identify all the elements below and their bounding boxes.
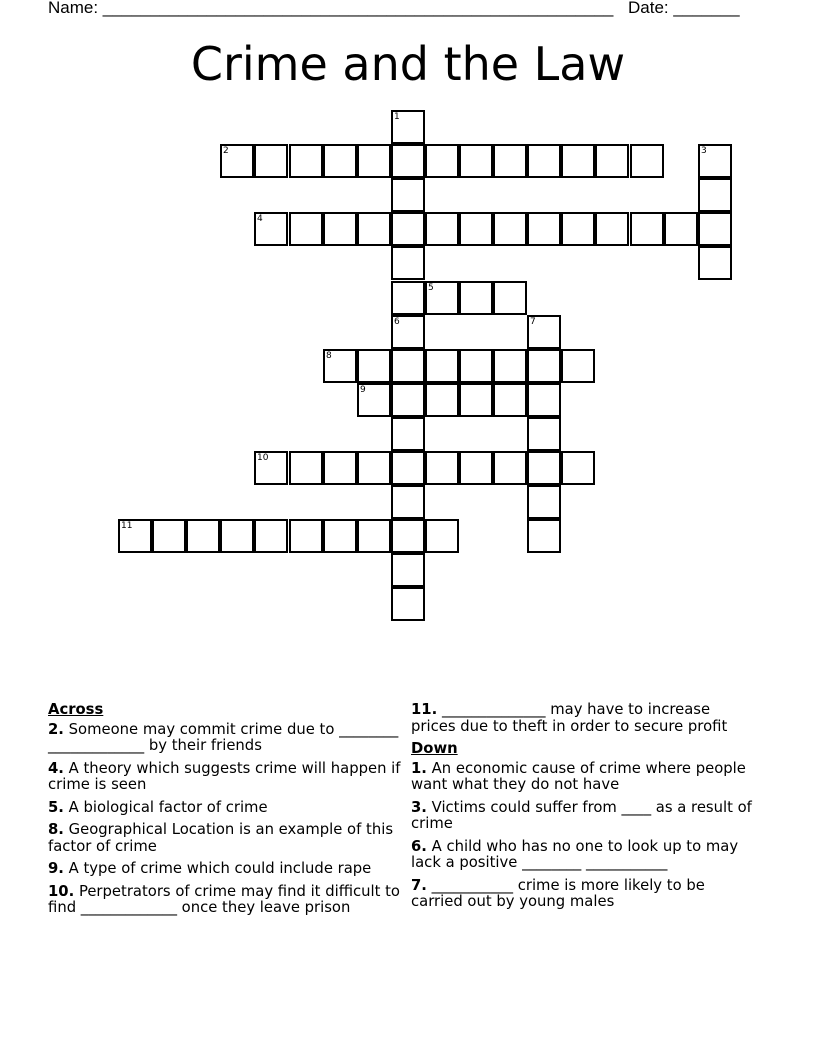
clue-text: Victims could suffer from ____ as a result of crime xyxy=(411,798,752,832)
crossword-cell[interactable] xyxy=(254,212,288,246)
crossword-cell[interactable] xyxy=(425,212,459,246)
clue-text: A child who has no one to look up to may lack a positive ________ ___________ xyxy=(411,837,739,871)
name-field[interactable]: Name: ______________________________________________________ xyxy=(48,0,614,17)
cell-number: 1 xyxy=(394,112,400,122)
crossword-cell[interactable] xyxy=(630,144,664,178)
crossword-cell[interactable] xyxy=(459,383,493,417)
clue-number: 5. xyxy=(48,798,64,816)
crossword-cell[interactable] xyxy=(561,451,595,485)
crossword-cell[interactable] xyxy=(561,212,595,246)
crossword-cell[interactable] xyxy=(391,451,425,485)
crossword-cell[interactable] xyxy=(289,519,323,553)
crossword-cell[interactable] xyxy=(459,144,493,178)
crossword-cell[interactable] xyxy=(459,451,493,485)
crossword-cell[interactable] xyxy=(357,383,391,417)
crossword-cell[interactable] xyxy=(391,383,425,417)
clue-number: 2. xyxy=(48,720,64,738)
crossword-cell[interactable] xyxy=(493,144,527,178)
crossword-cell[interactable] xyxy=(595,144,629,178)
crossword-cell[interactable] xyxy=(323,519,357,553)
crossword-cell[interactable] xyxy=(357,451,391,485)
across-clue-10 xyxy=(48,884,408,917)
crossword-cell[interactable] xyxy=(391,110,425,144)
crossword-cell[interactable] xyxy=(357,519,391,553)
crossword-cell[interactable] xyxy=(289,144,323,178)
clue-text: Perpetrators of crime may find it difficult to find _____________ once they leave prison xyxy=(48,882,400,916)
crossword-cell[interactable] xyxy=(493,212,527,246)
clue-text: Someone may commit crime due to ________ _____________ by their friends xyxy=(48,720,399,754)
clue-number: 8. xyxy=(48,821,64,838)
down-heading: Down xyxy=(411,740,458,757)
crossword-cell[interactable] xyxy=(357,349,391,383)
crossword-cell[interactable] xyxy=(323,212,357,246)
crossword-cell[interactable] xyxy=(118,519,152,553)
crossword-cell[interactable] xyxy=(459,281,493,315)
crossword-cell[interactable] xyxy=(493,281,527,315)
crossword-cell[interactable] xyxy=(698,246,732,280)
crossword-cell[interactable] xyxy=(527,519,561,553)
crossword-cell[interactable] xyxy=(391,587,425,621)
crossword-cell[interactable] xyxy=(664,212,698,246)
crossword-cell[interactable] xyxy=(561,144,595,178)
clue-number: 6. xyxy=(411,837,427,855)
crossword-cell[interactable] xyxy=(493,451,527,485)
crossword-cell[interactable] xyxy=(391,246,425,280)
down-clue-6 xyxy=(411,839,756,872)
crossword-cell[interactable] xyxy=(357,144,391,178)
crossword-cell[interactable] xyxy=(425,144,459,178)
across-clue-8 xyxy=(48,822,408,855)
crossword-cell[interactable] xyxy=(459,212,493,246)
crossword-cell[interactable] xyxy=(425,519,459,553)
crossword-cell[interactable] xyxy=(698,178,732,212)
crossword-cell[interactable] xyxy=(323,349,357,383)
cell-number: 2 xyxy=(223,146,229,156)
across-clue-2 xyxy=(48,722,408,755)
clues-left-column xyxy=(48,702,408,923)
cell-number: 3 xyxy=(701,146,707,156)
across-heading: Across xyxy=(48,701,104,718)
crossword-cell[interactable] xyxy=(186,519,220,553)
clue-text: A theory which suggests crime will happen if crime is seen xyxy=(48,759,401,793)
crossword-cell[interactable] xyxy=(391,212,425,246)
cell-number: 5 xyxy=(428,283,434,293)
crossword-cell[interactable] xyxy=(391,315,425,349)
crossword-cell[interactable] xyxy=(391,349,425,383)
crossword-cell[interactable] xyxy=(630,212,664,246)
crossword-cell[interactable] xyxy=(425,281,459,315)
crossword-cell[interactable] xyxy=(254,519,288,553)
clue-number: 7. xyxy=(411,876,427,894)
clue-number: 10. xyxy=(48,882,75,900)
crossword-cell[interactable] xyxy=(357,212,391,246)
crossword-cell[interactable] xyxy=(289,212,323,246)
cell-number: 6 xyxy=(394,317,400,327)
crossword-cell[interactable] xyxy=(152,519,186,553)
clue-number: 3. xyxy=(411,798,427,816)
crossword-cell[interactable] xyxy=(595,212,629,246)
crossword-cell[interactable] xyxy=(391,281,425,315)
crossword-cell[interactable] xyxy=(425,383,459,417)
crossword-cell[interactable] xyxy=(391,144,425,178)
clue-text: ______________ may have to increase prices due to theft in order to secure profit xyxy=(411,701,728,735)
across-clue-9 xyxy=(48,861,408,878)
crossword-cell[interactable] xyxy=(425,349,459,383)
down-clue-7 xyxy=(411,878,756,911)
cell-number: 8 xyxy=(326,351,332,361)
crossword-cell[interactable] xyxy=(698,212,732,246)
crossword-cell[interactable] xyxy=(561,349,595,383)
cell-number: 7 xyxy=(530,317,536,327)
crossword-cell[interactable] xyxy=(459,349,493,383)
clue-text: A biological factor of crime xyxy=(68,798,268,816)
clue-text: An economic cause of crime where people want what they do not have xyxy=(411,759,746,793)
crossword-cell[interactable] xyxy=(254,144,288,178)
across-clue-11 xyxy=(411,702,756,735)
crossword-cell[interactable] xyxy=(391,519,425,553)
cell-number: 10 xyxy=(257,453,269,463)
crossword-cell[interactable] xyxy=(527,315,561,349)
crossword-cell[interactable] xyxy=(220,519,254,553)
crossword-cell[interactable] xyxy=(254,451,288,485)
crossword-cell[interactable] xyxy=(527,485,561,519)
clue-number: 9. xyxy=(48,860,64,877)
clue-text: Geographical Location is an example of this factor of crime xyxy=(48,821,394,855)
down-clue-1 xyxy=(411,761,756,794)
crossword-cell[interactable] xyxy=(527,349,561,383)
cell-number: 9 xyxy=(360,385,366,395)
crossword-cell[interactable] xyxy=(391,553,425,587)
clue-number: 4. xyxy=(48,759,64,777)
cell-number: 11 xyxy=(121,521,133,531)
crossword-cell[interactable] xyxy=(527,212,561,246)
clue-text: A type of crime which could include rape xyxy=(68,860,372,877)
crossword-cell[interactable] xyxy=(527,383,561,417)
crossword-cell[interactable] xyxy=(527,144,561,178)
crossword-cell[interactable] xyxy=(323,451,357,485)
crossword-cell[interactable] xyxy=(493,349,527,383)
crossword-cell[interactable] xyxy=(289,451,323,485)
clue-number: 1. xyxy=(411,759,427,777)
crossword-cell[interactable] xyxy=(391,417,425,451)
crossword-cell[interactable] xyxy=(698,144,732,178)
date-field[interactable]: Date: _______ xyxy=(628,0,740,17)
cell-number: 4 xyxy=(257,214,263,224)
crossword-cell[interactable] xyxy=(493,383,527,417)
clue-text: ___________ crime is more likely to be carried out by young males xyxy=(411,876,705,910)
crossword-cell[interactable] xyxy=(220,144,254,178)
across-clue-4 xyxy=(48,761,408,794)
crossword-cell[interactable] xyxy=(323,144,357,178)
across-clue-5 xyxy=(48,800,408,817)
down-clue-3 xyxy=(411,800,756,833)
crossword-cell[interactable] xyxy=(425,451,459,485)
clue-number: 11. xyxy=(411,701,438,718)
clues-right-column xyxy=(411,702,756,917)
crossword-cell[interactable] xyxy=(527,451,561,485)
crossword-cell[interactable] xyxy=(391,178,425,212)
page-title: Crime and the Law xyxy=(190,37,626,91)
crossword-cell[interactable] xyxy=(527,417,561,451)
crossword-cell[interactable] xyxy=(391,485,425,519)
